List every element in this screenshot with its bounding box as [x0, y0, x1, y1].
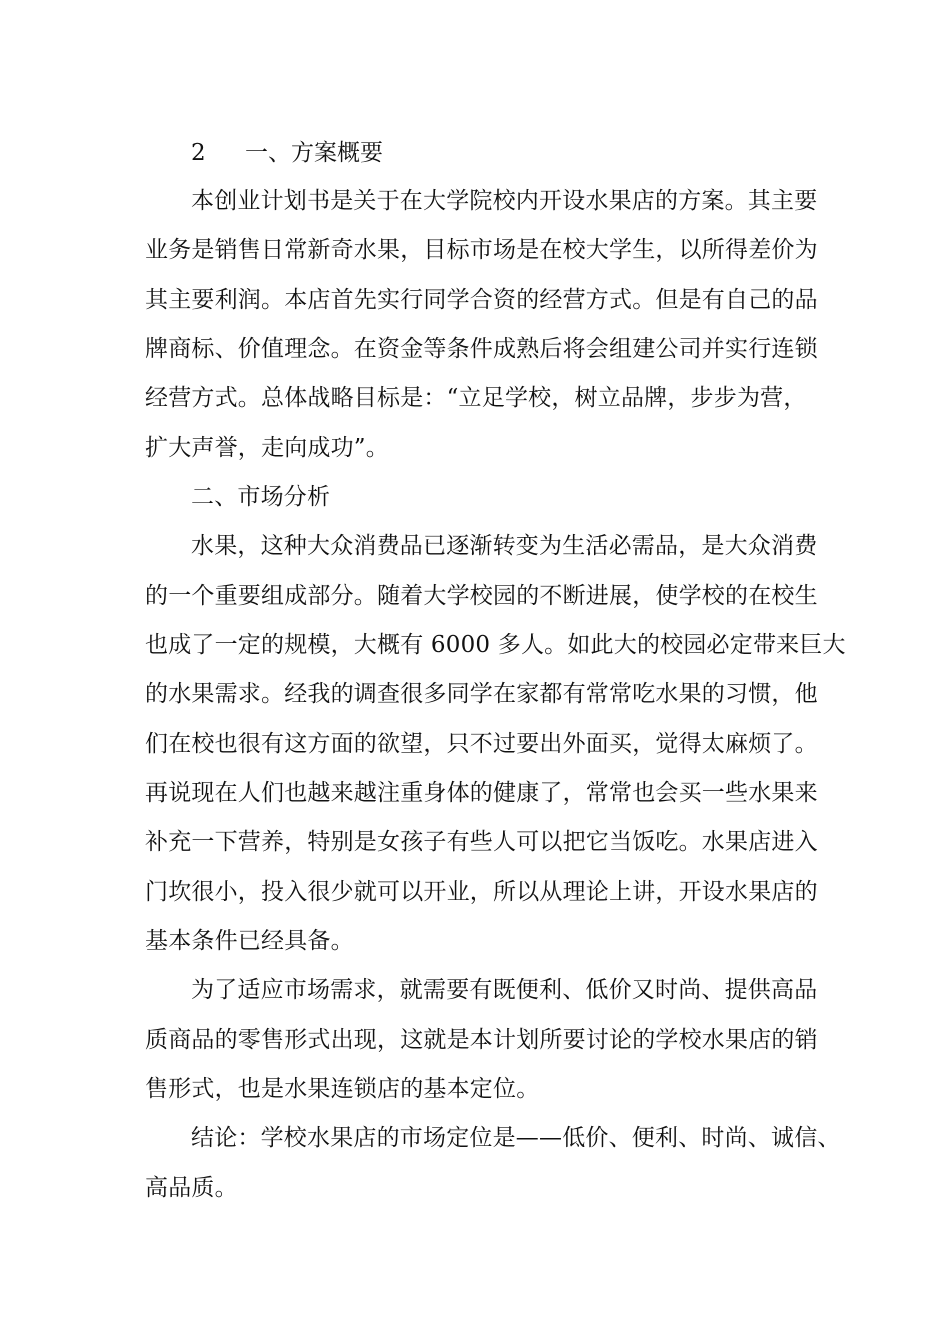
paragraph-line: 其主要利润。本店首先实行同学合资的经营方式。但是有自己的品 [145, 287, 818, 313]
section-heading-market-analysis: 二、市场分析 [191, 484, 331, 510]
paragraph-line: 们在校也很有这方面的欲望，只不过要出外面买，觉得太麻烦了。 [145, 731, 818, 757]
conclusion-line: 高品质。 [145, 1175, 238, 1201]
paragraph-line: 基本条件已经具备。 [145, 928, 354, 954]
paragraph-line: 扩大声誉，走向成功”。 [145, 435, 389, 461]
paragraph-line: 质商品的零售形式出现，这就是本计划所要讨论的学校水果店的销 [145, 1027, 818, 1053]
paragraph-line: 为了适应市场需求，就需要有既便利、低价又时尚、提供高品 [191, 977, 818, 1003]
paragraph-line: 也成了一定的规模，大概有 6000 多人。如此大的校园必定带来巨大 [145, 632, 846, 658]
paragraph-line: 的一个重要组成部分。随着大学校园的不断进展，使学校的在校生 [145, 583, 818, 609]
paragraph-line: 门坎很小，投入很少就可以开业，所以从理论上讲，开设水果店的 [145, 879, 818, 905]
page-number: 2 [191, 140, 206, 166]
paragraph-line: 业务是销售日常新奇水果，目标市场是在校大学生，以所得差价为 [145, 237, 818, 263]
paragraph-line: 补充一下营养，特别是女孩子有些人可以把它当饭吃。水果店进入 [145, 829, 818, 855]
paragraph-line: 牌商标、价值理念。在资金等条件成熟后将会组建公司并实行连锁 [145, 336, 818, 362]
section-heading-overview: 一、方案概要 [245, 140, 383, 166]
paragraph-line: 的水果需求。经我的调查很多同学在家都有常常吃水果的习惯，他 [145, 681, 818, 707]
paragraph-line: 售形式，也是水果连锁店的基本定位。 [145, 1076, 540, 1102]
paragraph-line: 经营方式。总体战略目标是：“立足学校，树立品牌，步步为营， [145, 385, 807, 411]
paragraph-line: 水果，这种大众消费品已逐渐转变为生活必需品，是大众消费 [191, 533, 818, 559]
paragraph-line: 本创业计划书是关于在大学院校内开设水果店的方案。其主要 [191, 188, 818, 214]
conclusion-line: 结论：学校水果店的市场定位是——低价、便利、时尚、诚信、 [191, 1125, 841, 1151]
paragraph-line: 再说现在人们也越来越注重身体的健康了，常常也会买一些水果来 [145, 780, 818, 806]
